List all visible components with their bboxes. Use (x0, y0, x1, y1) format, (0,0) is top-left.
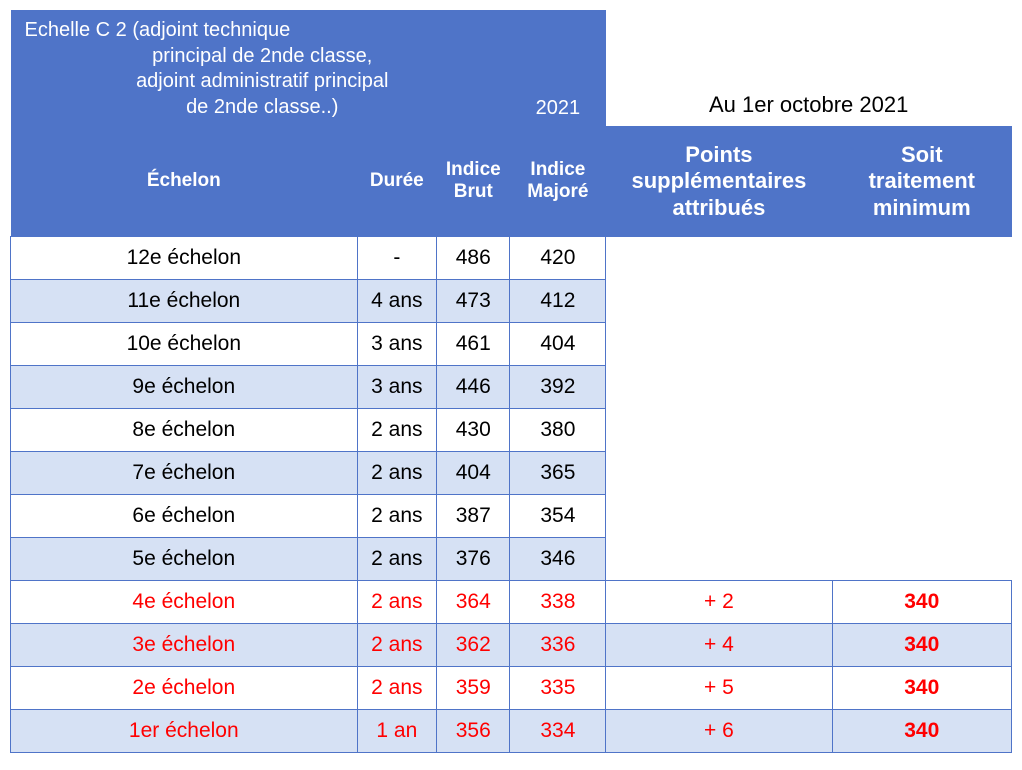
col-header-points-line1: Points (685, 142, 753, 168)
cell-soit (832, 452, 1011, 495)
cell-soit: 340 (832, 581, 1011, 624)
table-row (11, 538, 1012, 581)
cell-echelon: 10e échelon (11, 323, 358, 366)
col-header-indice-majore (510, 126, 606, 237)
cell-echelon: 1er échelon (11, 710, 358, 753)
col-header-points-line2: supplémentaires (631, 168, 807, 194)
col-header-echelon: Échelon (11, 126, 358, 237)
salary-scale-table (10, 10, 1012, 753)
cell-brut: 404 (437, 452, 510, 495)
cell-echelon: 2e échelon (11, 667, 358, 710)
col-header-points-supplementaires (606, 126, 832, 237)
table-row (11, 710, 1012, 753)
header-title-row (11, 10, 1012, 126)
col-header-soit-line1: Soit (901, 142, 943, 168)
cell-majore: 380 (510, 409, 606, 452)
table-row (11, 581, 1012, 624)
table-row (11, 409, 1012, 452)
cell-soit (832, 280, 1011, 323)
cell-duree: 3 ans (357, 323, 437, 366)
cell-duree: 2 ans (357, 667, 437, 710)
table-row (11, 366, 1012, 409)
cell-soit: 340 (832, 624, 1011, 667)
col-header-indice-majore-line2: Majoré (527, 181, 589, 203)
table-row (11, 323, 1012, 366)
scale-title-line-3: adjoint administratif principal (136, 70, 389, 93)
table-header (11, 10, 1012, 237)
cell-points: + 5 (606, 667, 832, 710)
cell-soit (832, 366, 1011, 409)
cell-points (606, 495, 832, 538)
cell-duree: 2 ans (357, 495, 437, 538)
cell-brut: 376 (437, 538, 510, 581)
year-label: 2021 (510, 10, 606, 126)
cell-soit (832, 237, 1011, 280)
cell-points (606, 452, 832, 495)
table-row (11, 280, 1012, 323)
cell-points: + 2 (606, 581, 832, 624)
cell-points (606, 237, 832, 280)
effective-date-label: Au 1er octobre 2021 (606, 10, 1012, 126)
col-header-soit-line3: minimum (872, 194, 971, 220)
cell-majore: 334 (510, 710, 606, 753)
cell-points: + 4 (606, 624, 832, 667)
scale-title-line-1: Echelle C 2 (adjoint technique (24, 19, 291, 41)
cell-points (606, 538, 832, 581)
col-header-indice-brut (437, 126, 510, 237)
cell-majore: 392 (510, 366, 606, 409)
cell-points (606, 280, 832, 323)
cell-duree: 3 ans (357, 366, 437, 409)
cell-echelon: 3e échelon (11, 624, 358, 667)
cell-soit (832, 323, 1011, 366)
table-row (11, 624, 1012, 667)
col-header-duree: Durée (357, 126, 437, 237)
cell-echelon: 9e échelon (11, 366, 358, 409)
col-header-indice-majore-line1: Indice (530, 158, 586, 180)
cell-duree: 1 an (357, 710, 437, 753)
salary-scale-table-page (0, 10, 1022, 770)
cell-brut: 446 (437, 366, 510, 409)
cell-duree: 4 ans (357, 280, 437, 323)
cell-points (606, 409, 832, 452)
scale-title-line-2: principal de 2nde classe, (152, 44, 373, 67)
cell-majore: 365 (510, 452, 606, 495)
cell-majore: 336 (510, 624, 606, 667)
cell-soit (832, 409, 1011, 452)
col-header-indice-brut-line2: Brut (453, 181, 493, 203)
cell-soit (832, 538, 1011, 581)
cell-brut: 461 (437, 323, 510, 366)
table-row (11, 237, 1012, 280)
scale-title-line-4: de 2nde classe..) (186, 95, 339, 118)
cell-echelon: 4e échelon (11, 581, 358, 624)
col-header-soit-traitement-minimum (832, 126, 1011, 237)
scale-title (11, 10, 510, 126)
col-header-points-line3: attribués (672, 194, 766, 220)
table-row (11, 452, 1012, 495)
cell-brut: 364 (437, 581, 510, 624)
cell-soit: 340 (832, 710, 1011, 753)
cell-duree: 2 ans (357, 452, 437, 495)
cell-brut: 362 (437, 624, 510, 667)
cell-echelon: 11e échelon (11, 280, 358, 323)
cell-majore: 404 (510, 323, 606, 366)
cell-echelon: 6e échelon (11, 495, 358, 538)
cell-majore: 420 (510, 237, 606, 280)
cell-echelon: 8e échelon (11, 409, 358, 452)
cell-soit (832, 495, 1011, 538)
cell-brut: 473 (437, 280, 510, 323)
table-body (11, 237, 1012, 753)
table-row (11, 495, 1012, 538)
col-header-indice-brut-line1: Indice (445, 158, 501, 180)
cell-echelon: 7e échelon (11, 452, 358, 495)
cell-soit: 340 (832, 667, 1011, 710)
cell-brut: 430 (437, 409, 510, 452)
cell-duree: 2 ans (357, 581, 437, 624)
cell-brut: 486 (437, 237, 510, 280)
cell-majore: 335 (510, 667, 606, 710)
header-columns-row (11, 126, 1012, 237)
cell-duree: 2 ans (357, 624, 437, 667)
cell-brut: 387 (437, 495, 510, 538)
table-row (11, 667, 1012, 710)
cell-duree: - (357, 237, 437, 280)
cell-points (606, 366, 832, 409)
cell-majore: 338 (510, 581, 606, 624)
cell-duree: 2 ans (357, 409, 437, 452)
cell-duree: 2 ans (357, 538, 437, 581)
cell-brut: 356 (437, 710, 510, 753)
cell-points: + 6 (606, 710, 832, 753)
cell-echelon: 12e échelon (11, 237, 358, 280)
col-header-soit-line2: traitement (868, 168, 975, 194)
cell-majore: 354 (510, 495, 606, 538)
cell-echelon: 5e échelon (11, 538, 358, 581)
cell-majore: 346 (510, 538, 606, 581)
cell-majore: 412 (510, 280, 606, 323)
cell-brut: 359 (437, 667, 510, 710)
cell-points (606, 323, 832, 366)
